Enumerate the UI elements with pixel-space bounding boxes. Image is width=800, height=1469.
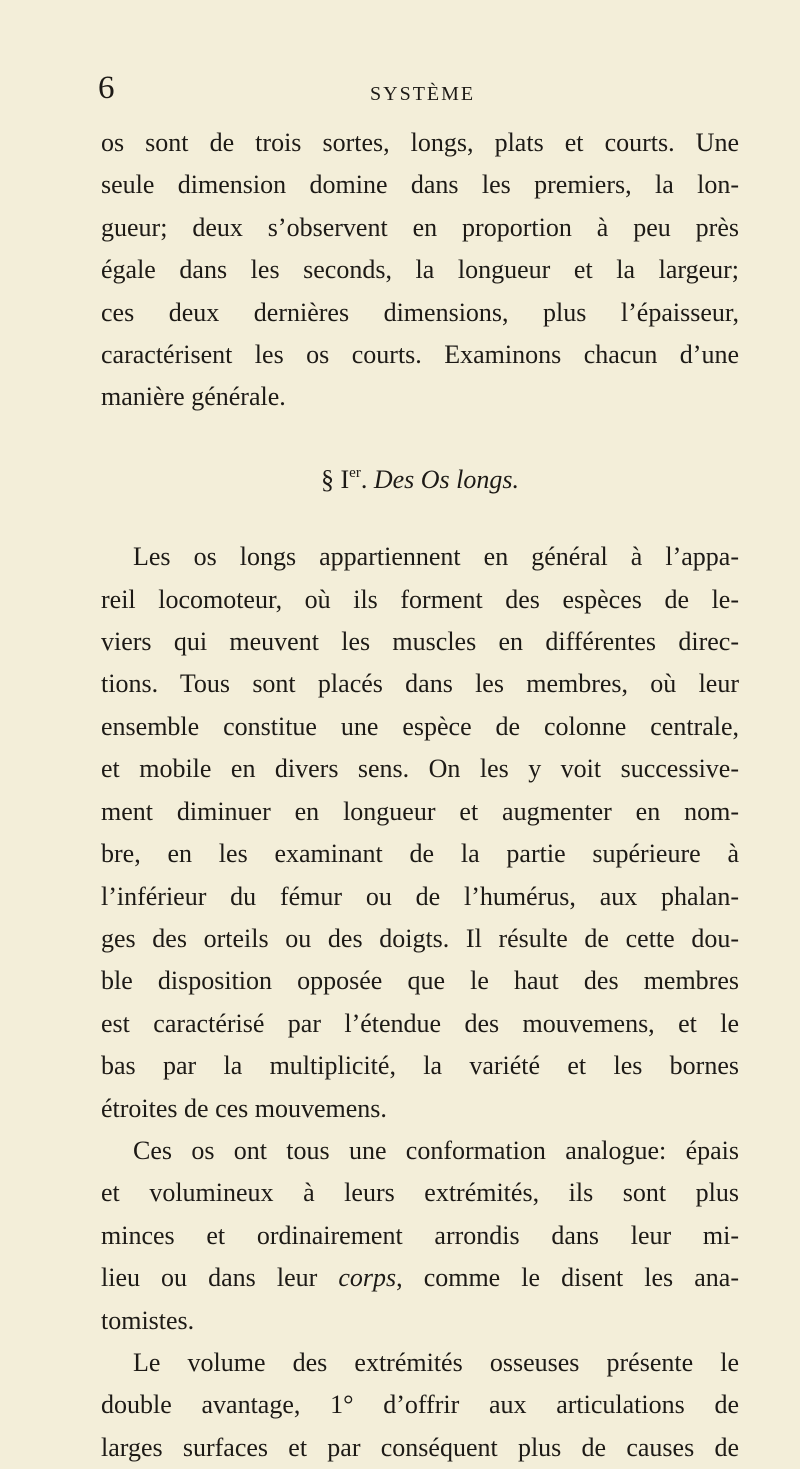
text-line: os sont de trois sortes, longs, plats et courts. Une: [101, 128, 739, 157]
text-line: bas par la multiplicité, la variété et les bornes: [101, 1051, 739, 1081]
text-line: et mobile en divers sens. On les y voit successive-: [101, 754, 739, 784]
text-line: reil locomoteur, où ils forment des espèces de le-: [101, 584, 739, 614]
text-line: ment diminuer en longueur et augmenter en nom-: [101, 796, 739, 826]
text-line: gueur; deux s’observent en proportion à peu près: [101, 212, 739, 242]
text-line: Ces os ont tous une conformation analogue: épais: [133, 1135, 739, 1165]
text-line: Les os longs appartiennent en général à l’appa-: [133, 542, 739, 572]
text-line: tomistes.: [101, 1305, 195, 1335]
text-line: ces deux dernières dimensions, plus l’épaisseur,: [101, 297, 739, 327]
text-line: et volumineux à leurs extrémités, ils sont plus: [101, 1178, 739, 1208]
page-number: 6: [98, 70, 115, 106]
section-prefix: § I: [321, 464, 350, 494]
text-line-with-italic: [101, 1257, 739, 1299]
paragraph-2: [101, 536, 739, 1130]
text-line: l’inférieur du fémur ou de l’humérus, aux phalan-: [101, 881, 739, 911]
section-title: Des Os longs.: [373, 464, 519, 494]
text-line: égale dans les seconds, la longueur et la largeur;: [101, 255, 739, 285]
text-line: manière générale.: [101, 382, 286, 412]
page-header: [0, 72, 800, 112]
text-line: ges des orteils ou des doigts. Il résulte de cette dou-: [101, 923, 739, 953]
text-line: larges surfaces et par conséquent plus de causes de: [101, 1432, 739, 1462]
text-line: caractérisent les os courts. Examinons chacun d’une: [101, 340, 739, 370]
text-line: ensemble constitue une espèce de colonne centrale,: [101, 711, 739, 741]
text-line: minces et ordinairement arrondis dans leur mi-: [101, 1220, 739, 1250]
section-heading: [101, 452, 739, 501]
section-superscript: er: [349, 464, 361, 481]
text-line: bre, en les examinant de la partie supérieure à: [101, 839, 739, 869]
text-line: étroites de ces mouvemens.: [101, 1093, 387, 1123]
text-line: est caractérisé par l’étendue des mouvemens, et le: [101, 1008, 739, 1038]
italic-word: corps: [338, 1263, 397, 1293]
section-suffix: .: [360, 464, 368, 494]
text-line: seule dimension domine dans les premiers, la lon-: [101, 170, 739, 200]
text-fragment: lieu ou dans leur: [101, 1263, 339, 1293]
page-body: [101, 122, 739, 1469]
text-line: Le volume des extrémités osseuses présente le: [133, 1347, 739, 1377]
text-line: viers qui meuvent les muscles en différentes direc-: [101, 627, 739, 657]
text-line: tions. Tous sont placés dans les membres, où leur: [101, 669, 739, 699]
text-line: ble disposition opposée que le haut des membres: [101, 966, 739, 996]
text-line: double avantage, 1° d’offrir aux articulations de: [101, 1390, 739, 1420]
paragraph-4: [101, 1342, 739, 1469]
text-fragment: , comme le disent les ana-: [396, 1263, 739, 1293]
paragraph-1: [101, 122, 739, 419]
paragraph-3: [101, 1130, 739, 1342]
running-head: SYSTÈME: [370, 83, 476, 105]
